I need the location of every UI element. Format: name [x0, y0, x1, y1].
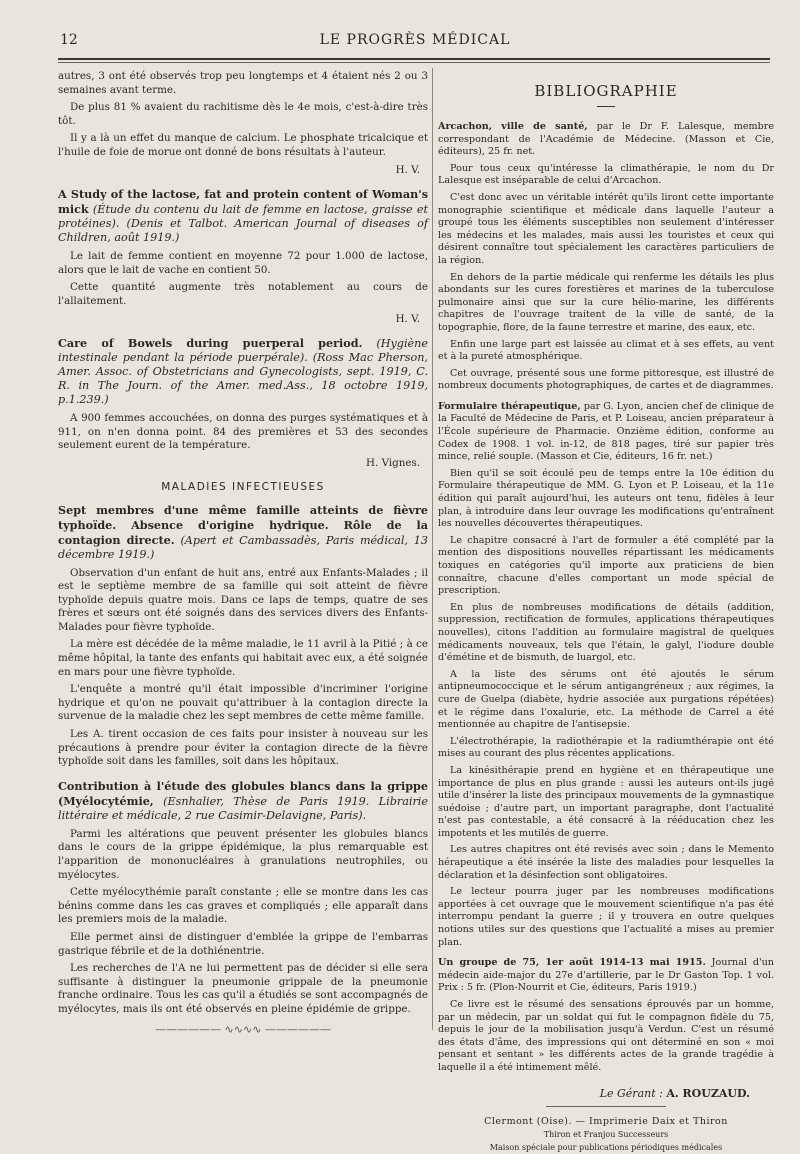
article-title-main: Care of Bowels during puerperal period. — [58, 336, 363, 351]
article-title-main: Contribution à l'étude des globules blancs dans la grippe (Myélocytémie, — [58, 778, 428, 808]
page-number: 12 — [60, 32, 78, 48]
printer-successors: Thiron et Franjou Successeurs — [543, 1129, 669, 1139]
imprint-rule — [546, 1106, 666, 1107]
page-header — [60, 30, 770, 52]
article-reference: (Esnhalier, Thèse de Paris 1919. Librairie littéraire et médicale, 2 rue Casimir-Delavigne, Paris). — [58, 794, 428, 822]
body-paragraph: Cette quantité augmente très notablement au cours de l'allaitement. — [58, 281, 428, 307]
article-title — [58, 187, 428, 245]
body-paragraph: La kinésithérapie prend en hygiène et en thérapeutique une importance de plus en plus grande : aussi les auteurs ont-ils jugé utile d'insérer la liste des principaux mouvements de la gymnastique suédoise ; d'autre part, un important paragraphe, dont l'actualité n'est pas contestable, a été consacré à la rééducation chez les impotents et les mutilés de guerre. — [438, 764, 774, 839]
body-paragraph: Bien qu'il se soit écoulé peu de temps entre la 10e édition du Formulaire thérapeutique de MM. G. Lyon et P. Loiseau, et la 11e édition qui paraît aujourd'hui, les auteurs ont tenu, fidèles à leur plan, à introduire dans leur ouvrage les modifications qu'entraînent les nouvelles découvertes thérapeutiques. — [438, 467, 774, 530]
body-paragraph: Elle permet ainsi de distinguer d'emblée la grippe de l'embarras gastrique fébrile et de la dothiénentrie. — [58, 930, 428, 957]
printer-line: Clermont (Oise). — Imprimerie Daix et Thiron — [484, 1115, 728, 1127]
body-paragraph: Les recherches de l'A ne lui permettent pas de décider si elle sera suffisante à distinguer la pneumonie grippale de la pneumonie franche ordinaire. Tous les cas qu'il a étudiés se sont accompagnés de myélocytes, mais ils ont été observés en pleine épidémie de grippe. — [58, 962, 428, 1015]
article-reference: (Étude du contenu du lait de femme en lactose, graisse et protéines). (Denis et Talbot. American Journal of diseases of Children, août 1919.) — [58, 203, 428, 245]
body-paragraph: autres, 3 ont été observés trop peu longtemps et 4 étaient nés 2 ou 3 semaines avant terme. — [58, 70, 428, 96]
column-divider — [432, 68, 433, 1030]
book-title: Un groupe de 75, 1er août 1914-13 mai 1915. — [438, 957, 706, 969]
body-paragraph: Les A. tirent occasion de ces faits pour insister à nouveau sur les précautions à prendre pour éviter la contagion directe de la fièvre typhoïde soit dans les familles, soit dans les hôpitaux. — [58, 728, 428, 768]
header-rule — [58, 58, 770, 60]
book-entry-title — [438, 121, 774, 159]
body-paragraph: Cet ouvrage, présenté sous une forme pittoresque, est illustré de nombreux documents photographiques, de cartes et de diagrammes. — [438, 367, 774, 392]
article-reference: (Apert et Cambassadès, Paris médical, 13 décembre 1919.) — [58, 533, 428, 561]
gerant-label: Le Gérant : — [599, 1086, 667, 1100]
end-ornament: —————— ∿∿∿∿ —————— — [155, 1022, 331, 1036]
right-column — [438, 70, 774, 1154]
article-reference: (Hygiène intestinale pendant la période puerpérale). (Ross Mac Pherson, Amer. Assoc. of Obstetricians and Gynecologists, sept. 1919, C. R. in The Journ. of the Amer. med.Ass., 18 octobre 1919, p.1.239.) — [58, 337, 428, 407]
body-paragraph: C'est donc avec un véritable intérêt qu'ils liront cette importante monographie scientifique et médicale dans laquelle l'auteur a groupé tous les éléments susceptibles non seulement d'intéresser les médecins et les malades, mais aussi les touristes et ceux qui désirent connaître tout spécialement les caractères particuliers de la région. — [438, 191, 774, 266]
article-title — [58, 779, 428, 823]
body-paragraph: Parmi les altérations que peuvent présenter les globules blancs dans le cours de la grippe épidémique, la plus remarquable est l'apparition de mononucléaires à granulations neutrophiles, ou myélocytes. — [58, 827, 428, 881]
body-paragraph: Le lait de femme contient en moyenne 72 pour 1.000 de lactose, alors que le lait de vache en contient 50. — [58, 250, 428, 276]
section-heading: MALADIES INFECTIEUSES — [161, 480, 325, 493]
article-title-main: Sept membres d'une même famille atteints de fièvre typhoïde. Absence d'origine hydrique. Rôle de la contagion directe. — [58, 502, 428, 547]
body-paragraph: En dehors de la partie médicale qui renferme les détails les plus abondants sur les cures forestières et marines de la tuberculose pulmonaire ainsi que sur la cure hélio-marine, les différents chapitres de l'ouvrage traitent de la ville de santé, de la topographie, flore, de la faune terrestre et marine, des eaux, etc. — [438, 271, 774, 333]
body-paragraph: Observation d'un enfant de huit ans, entré aux Enfants-Malades ; il est le septième membre de sa famille qui soit atteint de fièvre typhoïde depuis quatre mois. Dans ce laps de temps, quatre de ses frères et sœurs ont été soignés dans des services divers des Enfants-Malades pour fièvre typhoïde. — [58, 566, 428, 633]
article-title — [58, 336, 428, 407]
gerant-line — [438, 1087, 750, 1100]
article-title-main: A Study of the lactose, fat and protein content of Woman's mick — [58, 187, 428, 217]
author-signature: H. V. — [395, 312, 420, 325]
book-reference: Journal d'un médecin aide-major du 27e d'artillerie, par le Dr Gaston Top. 1 vol. Prix : 5 fr. (Plon-Nourrit et Cie, éditeurs, Paris 1919.) — [438, 957, 774, 994]
body-paragraph: Le chapitre consacré à l'art de formuler a été complété par la mention des dispositions nouvelles répartissant les médicaments toxiques en catégories qu'il importe aux praticiens de bien connaître, chacune d'elles comportant un mode spécial de prescription. — [438, 534, 774, 597]
body-paragraph: De plus 81 % avaient du rachitisme dès le 4e mois, c'est-à-dire très tôt. — [58, 101, 428, 127]
journal-title: LE PROGRÈS MÉDICAL — [319, 32, 511, 48]
body-paragraph: L'enquête a montré qu'il était impossible d'incriminer l'origine hydrique et qu'on ne pouvait qu'attribuer à la contagion directe la survenue de la maladie chez les sept membres de cette même famille. — [58, 683, 428, 723]
bibliography-heading: BIBLIOGRAPHIE — [534, 82, 678, 100]
book-reference: par G. Lyon, ancien chef de clinique de la Faculté de Médecine de Paris, et P. Loiseau, ancien préparateur à l'École supérieure de Pharmacie. Onzième édition, conforme au Codex de 1908. 1 vol. in-12, de 818 pages, tiré sur papier très mince, relié souple. (Masson et Cie, éditeurs, 16 fr. net.) — [438, 400, 774, 463]
author-signature: H. V. — [395, 163, 420, 176]
author-signature: H. Vignes. — [366, 456, 420, 469]
body-paragraph: En plus de nombreuses modifications de détails (addition, suppression, rectification de formules, applications thérapeutiques nouvelles), citons l'addition au formulaire magistral de quelques médicaments nouveaux, tels que l'étain, le galyl, l'iodure double d'émétine et de bismuth, de luargol, etc. — [438, 601, 774, 664]
article-title — [58, 503, 428, 562]
gerant-name: A. ROUZAUD. — [666, 1086, 750, 1100]
printer-specialty: Maison spéciale pour publications périodiques médicales — [489, 1142, 723, 1152]
body-paragraph: Ce livre est le résumé des sensations éprouvés par un homme, par un médecin, par un soldat qui fut le compagnon fidèle du 75, depuis le jour de la mobilisation jusqu'à Verdun. C'est un résumé des états d'âme, des impressions qui ont déterminé en son « moi pensant et sentant » les différents actes de la grande tragédie à laquelle il a été intimement mêlé. — [438, 999, 774, 1073]
book-entry-title — [438, 401, 774, 464]
body-paragraph: Les autres chapitres ont été revisés avec soin ; dans le Memento hérapeutique a été insérée la liste des maladies pour lesquelles la déclaration et la désinfection sont obligatoires. — [438, 844, 774, 881]
header-rule-thin — [58, 62, 770, 63]
heading-rule — [597, 106, 615, 107]
book-entry-title — [438, 957, 774, 995]
left-column — [58, 70, 428, 1036]
body-paragraph: L'électrothérapie, la radiothérapie et la radiumthérapie ont été mises au courant des plus récentes applications. — [438, 735, 774, 760]
body-paragraph: Pour tous ceux qu'intéresse la climathérapie, le nom du Dr Lalesque est inséparable de celui d'Arcachon. — [438, 162, 774, 187]
book-title: Arcachon, ville de santé, — [438, 121, 588, 132]
body-paragraph: Le lecteur pourra juger par les nombreuses modifications apportées à cet ouvrage que le mouvement scientifique n'a pas été interrompu pendant la guerre ; il y trouvera en outre quelques notions utiles sur des questions que l'actualité a mises au premier plan. — [438, 886, 774, 948]
body-paragraph: A la liste des sérums ont été ajoutés le sérum antipneumococcique et le sérum antigangréneux ; aux régimes, la cure de Guelpa (diabète, hydrie associée aux purgations répétées) et le régime dans l'oxalurie, etc. La méthode de Carrel a été mentionnée au chapitre de l'antisepsie. — [438, 668, 774, 731]
book-title: Formulaire thérapeutique, — [438, 400, 581, 412]
body-paragraph: La mère est décédée de la même maladie, le 11 avril à la Pitié ; à ce même hôpital, la tante des enfants qui habitait avec eux, a été soignée en mars pour une fièvre typhoïde. — [58, 638, 428, 678]
body-paragraph: Cette myélocythémie paraît constante ; elle se montre dans les cas bénins comme dans les cas graves et compliqués ; elle apparaît dans les premiers mois de la maladie. — [58, 886, 428, 926]
body-paragraph: Il y a là un effet du manque de calcium. Le phosphate tricalcique et l'huile de foie de morue ont donné de bons résultats à l'auteur. — [58, 132, 428, 158]
body-paragraph: A 900 femmes accouchées, on donna des purges systématiques et à 911, on n'en donna point. 84 des premières et 53 des secondes seulement eurent de la température. — [58, 412, 428, 452]
body-paragraph: Enfin une large part est laissée au climat et à ses effets, au vent et à la pureté atmosphérique. — [438, 338, 774, 363]
book-reference: par le Dr F. Lalesque, membre correspondant de l'Académie de Médecine. (Masson et Cie, éditeurs), 25 fr. net. — [438, 121, 774, 158]
